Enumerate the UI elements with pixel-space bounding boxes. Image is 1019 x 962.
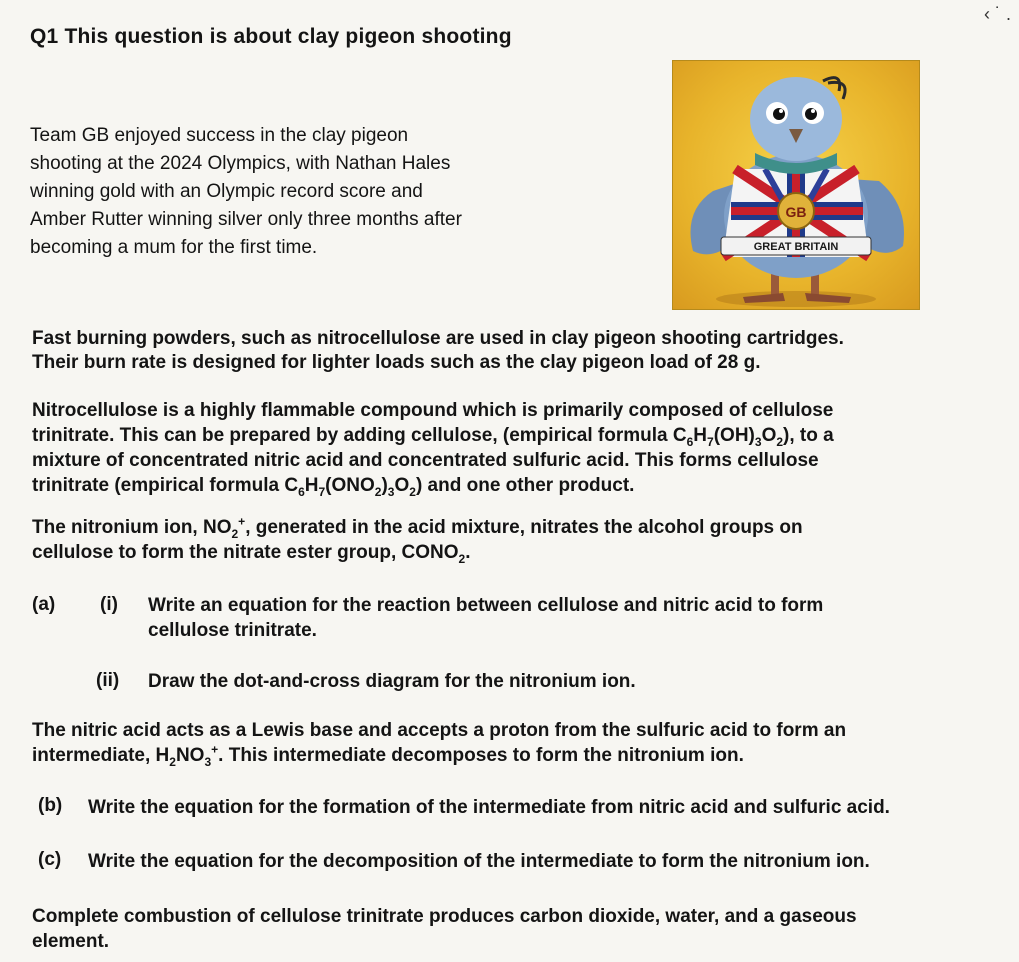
corner-scan-mark: ‹ ˙ . <box>984 4 1011 24</box>
paragraph-line: mixture of concentrated nitric acid and concentrated sulfuric acid. This forms cellulose <box>32 450 819 471</box>
text-run: (OH) <box>713 425 755 446</box>
paragraph-nitronium <box>32 515 982 565</box>
text-run: O <box>761 425 777 446</box>
text-run: intermediate, H <box>32 745 170 766</box>
paragraph-nitrocellulose <box>32 398 982 498</box>
paragraph-line: Complete combustion of cellulose trinitrate produces carbon dioxide, water, and a gaseous <box>32 906 857 927</box>
subscript: 2 <box>231 526 239 541</box>
question-c-text: Write the equation for the decomposition of the intermediate to form the nitronium ion. <box>88 851 870 872</box>
paragraph-line: The nitric acid acts as a Lewis base and accepts a proton from the sulfuric acid to form an <box>32 720 847 741</box>
intro-line: Amber Rutter winning silver only three months after <box>30 209 462 230</box>
subscript: 7 <box>318 484 326 499</box>
text-run: ) and one other product. <box>415 475 635 496</box>
medal-text: GB <box>785 204 807 220</box>
question-line: cellulose trinitrate. <box>148 620 317 641</box>
question-a-ii-label: (ii) <box>96 670 120 691</box>
text-run: NO <box>175 745 205 766</box>
paragraph-lewis-base <box>32 718 982 768</box>
question-b-label: (b) <box>38 795 63 816</box>
subscript: 2 <box>169 754 176 769</box>
subscript: 2 <box>374 484 382 499</box>
text-run: The nitronium ion, NO <box>32 517 232 538</box>
text-run: . This intermediate decomposes to form the nitronium ion. <box>218 745 744 766</box>
question-a-i-text <box>148 593 968 643</box>
subscript: 6 <box>686 434 694 449</box>
text-run: ) <box>381 475 388 496</box>
subscript: 7 <box>707 434 714 449</box>
paragraph-line: element. <box>32 931 110 952</box>
intro-line: Team GB enjoyed success in the clay pigeon <box>30 125 409 146</box>
paragraph-line <box>32 540 982 565</box>
subscript: 2 <box>458 551 466 566</box>
question-line: Write an equation for the reaction between cellulose and nitric acid to form <box>148 595 824 616</box>
question-a-label: (a) <box>32 594 56 615</box>
intro-line: shooting at the 2024 Olympics, with Nathan Hales <box>30 153 451 174</box>
paragraph-line <box>32 515 982 540</box>
pigeon-mascot-image <box>672 60 920 310</box>
question-b-text: Write the equation for the formation of the intermediate from nitric acid and sulfuric acid. <box>88 797 890 818</box>
text-run: trinitrate (empirical formula C <box>32 475 299 496</box>
text-run: H <box>693 425 708 446</box>
subscript: 3 <box>754 434 762 449</box>
intro-line: becoming a mum for the first time. <box>30 237 318 258</box>
superscript: + <box>211 742 219 757</box>
question-c-label: (c) <box>38 849 62 870</box>
subscript: 2 <box>409 484 416 499</box>
text-run: (ONO <box>325 475 375 496</box>
subscript: 2 <box>776 434 784 449</box>
paragraph-line: Their burn rate is designed for lighter loads such as the clay pigeon load of 28 g. <box>32 352 761 373</box>
text-run: trinitrate. This can be prepared by adding cellulose, (empirical formula C <box>32 425 687 446</box>
paragraph-line: Nitrocellulose is a highly flammable compound which is primarily composed of cellulose <box>32 400 834 421</box>
intro-line: winning gold with an Olympic record score and <box>30 181 423 202</box>
superscript: + <box>238 514 246 529</box>
text-run: H <box>304 475 319 496</box>
question-title: Q1 This question is about clay pigeon shooting <box>30 25 512 48</box>
paragraph-combustion <box>32 904 982 954</box>
text-run: cellulose to form the nitrate ester group, CONO <box>32 542 459 563</box>
question-a-i-label: (i) <box>100 594 118 615</box>
subscript: 6 <box>298 484 305 499</box>
text-run: . <box>465 542 471 563</box>
pigeon-illustration <box>673 61 919 309</box>
subscript: 3 <box>387 484 395 499</box>
paragraph-line <box>32 473 982 498</box>
paragraph-powders <box>32 327 982 375</box>
paragraph-line <box>32 743 982 768</box>
question-a-ii-text: Draw the dot-and-cross diagram for the nitronium ion. <box>148 671 636 692</box>
paragraph-line: Fast burning powders, such as nitrocellulose are used in clay pigeon shooting cartridges. <box>32 328 844 349</box>
paragraph-line <box>32 423 982 448</box>
intro-paragraph <box>30 122 570 262</box>
subscript: 3 <box>204 754 212 769</box>
text-run: O <box>394 475 410 496</box>
banner-text: GREAT BRITAIN <box>753 241 839 253</box>
text-run: , generated in the acid mixture, nitrates the alcohol groups on <box>245 517 803 538</box>
text-run: ), to a <box>783 425 834 446</box>
